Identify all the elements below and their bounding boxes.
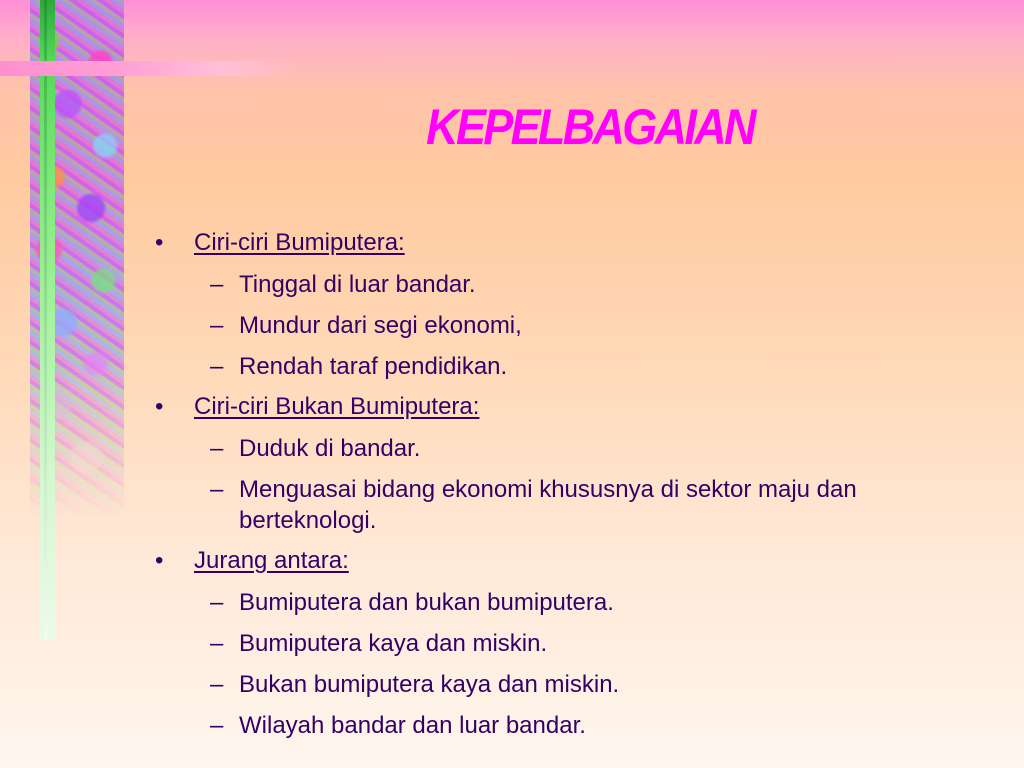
dash-marker: –	[210, 435, 224, 462]
dash-marker: –	[210, 671, 224, 698]
list-item-text: Bumiputera dan bukan bumiputera.	[239, 589, 614, 616]
bullet-marker: •	[155, 547, 164, 574]
dash-marker: –	[210, 589, 224, 616]
section-heading-label: Jurang antara:	[194, 547, 349, 574]
dash-marker: –	[210, 271, 224, 298]
list-item	[155, 351, 995, 382]
section-heading-bukan-bumiputera	[155, 392, 995, 422]
list-item-text: Tinggal di luar bandar.	[239, 271, 476, 298]
dash-marker: –	[210, 476, 224, 503]
dash-marker: –	[210, 630, 224, 657]
list-item	[155, 710, 995, 741]
list-item	[155, 269, 995, 300]
list-item-text: Duduk di bandar.	[239, 435, 421, 462]
list-item-text: Rendah taraf pendidikan.	[239, 353, 508, 380]
list-item	[155, 628, 995, 659]
dash-marker: –	[210, 353, 224, 380]
list-item-text: Wilayah bandar dan luar bandar.	[239, 712, 586, 739]
section-heading-jurang-antara	[155, 546, 995, 576]
list-item-text: Bumiputera kaya dan miskin.	[239, 630, 548, 657]
decorative-vertical-stripe-shade	[44, 0, 47, 640]
list-item	[155, 474, 995, 536]
dash-marker: –	[210, 712, 224, 739]
list-item-text: Menguasai bidang ekonomi khususnya di sektor maju dan berteknologi.	[239, 476, 857, 534]
decorative-vertical-stripe	[40, 0, 55, 640]
bullet-marker: •	[155, 393, 164, 420]
list-item-text: Bukan bumiputera kaya dan miskin.	[239, 671, 620, 698]
section-heading-bumiputera	[155, 228, 995, 258]
dash-marker: –	[210, 312, 224, 339]
list-item	[155, 310, 995, 341]
section-heading-label: Ciri-ciri Bumiputera:	[194, 229, 405, 256]
list-item	[155, 433, 995, 464]
decorative-horizontal-stripe	[0, 61, 300, 76]
list-item-text: Mundur dari segi ekonomi,	[239, 312, 522, 339]
section-heading-label: Ciri-ciri Bukan Bumiputera:	[194, 393, 480, 420]
list-item	[155, 587, 995, 618]
list-item	[155, 669, 995, 700]
slide-body	[155, 228, 995, 751]
slide-title: KEPELBAGAIAN	[426, 99, 754, 155]
bullet-marker: •	[155, 229, 164, 256]
